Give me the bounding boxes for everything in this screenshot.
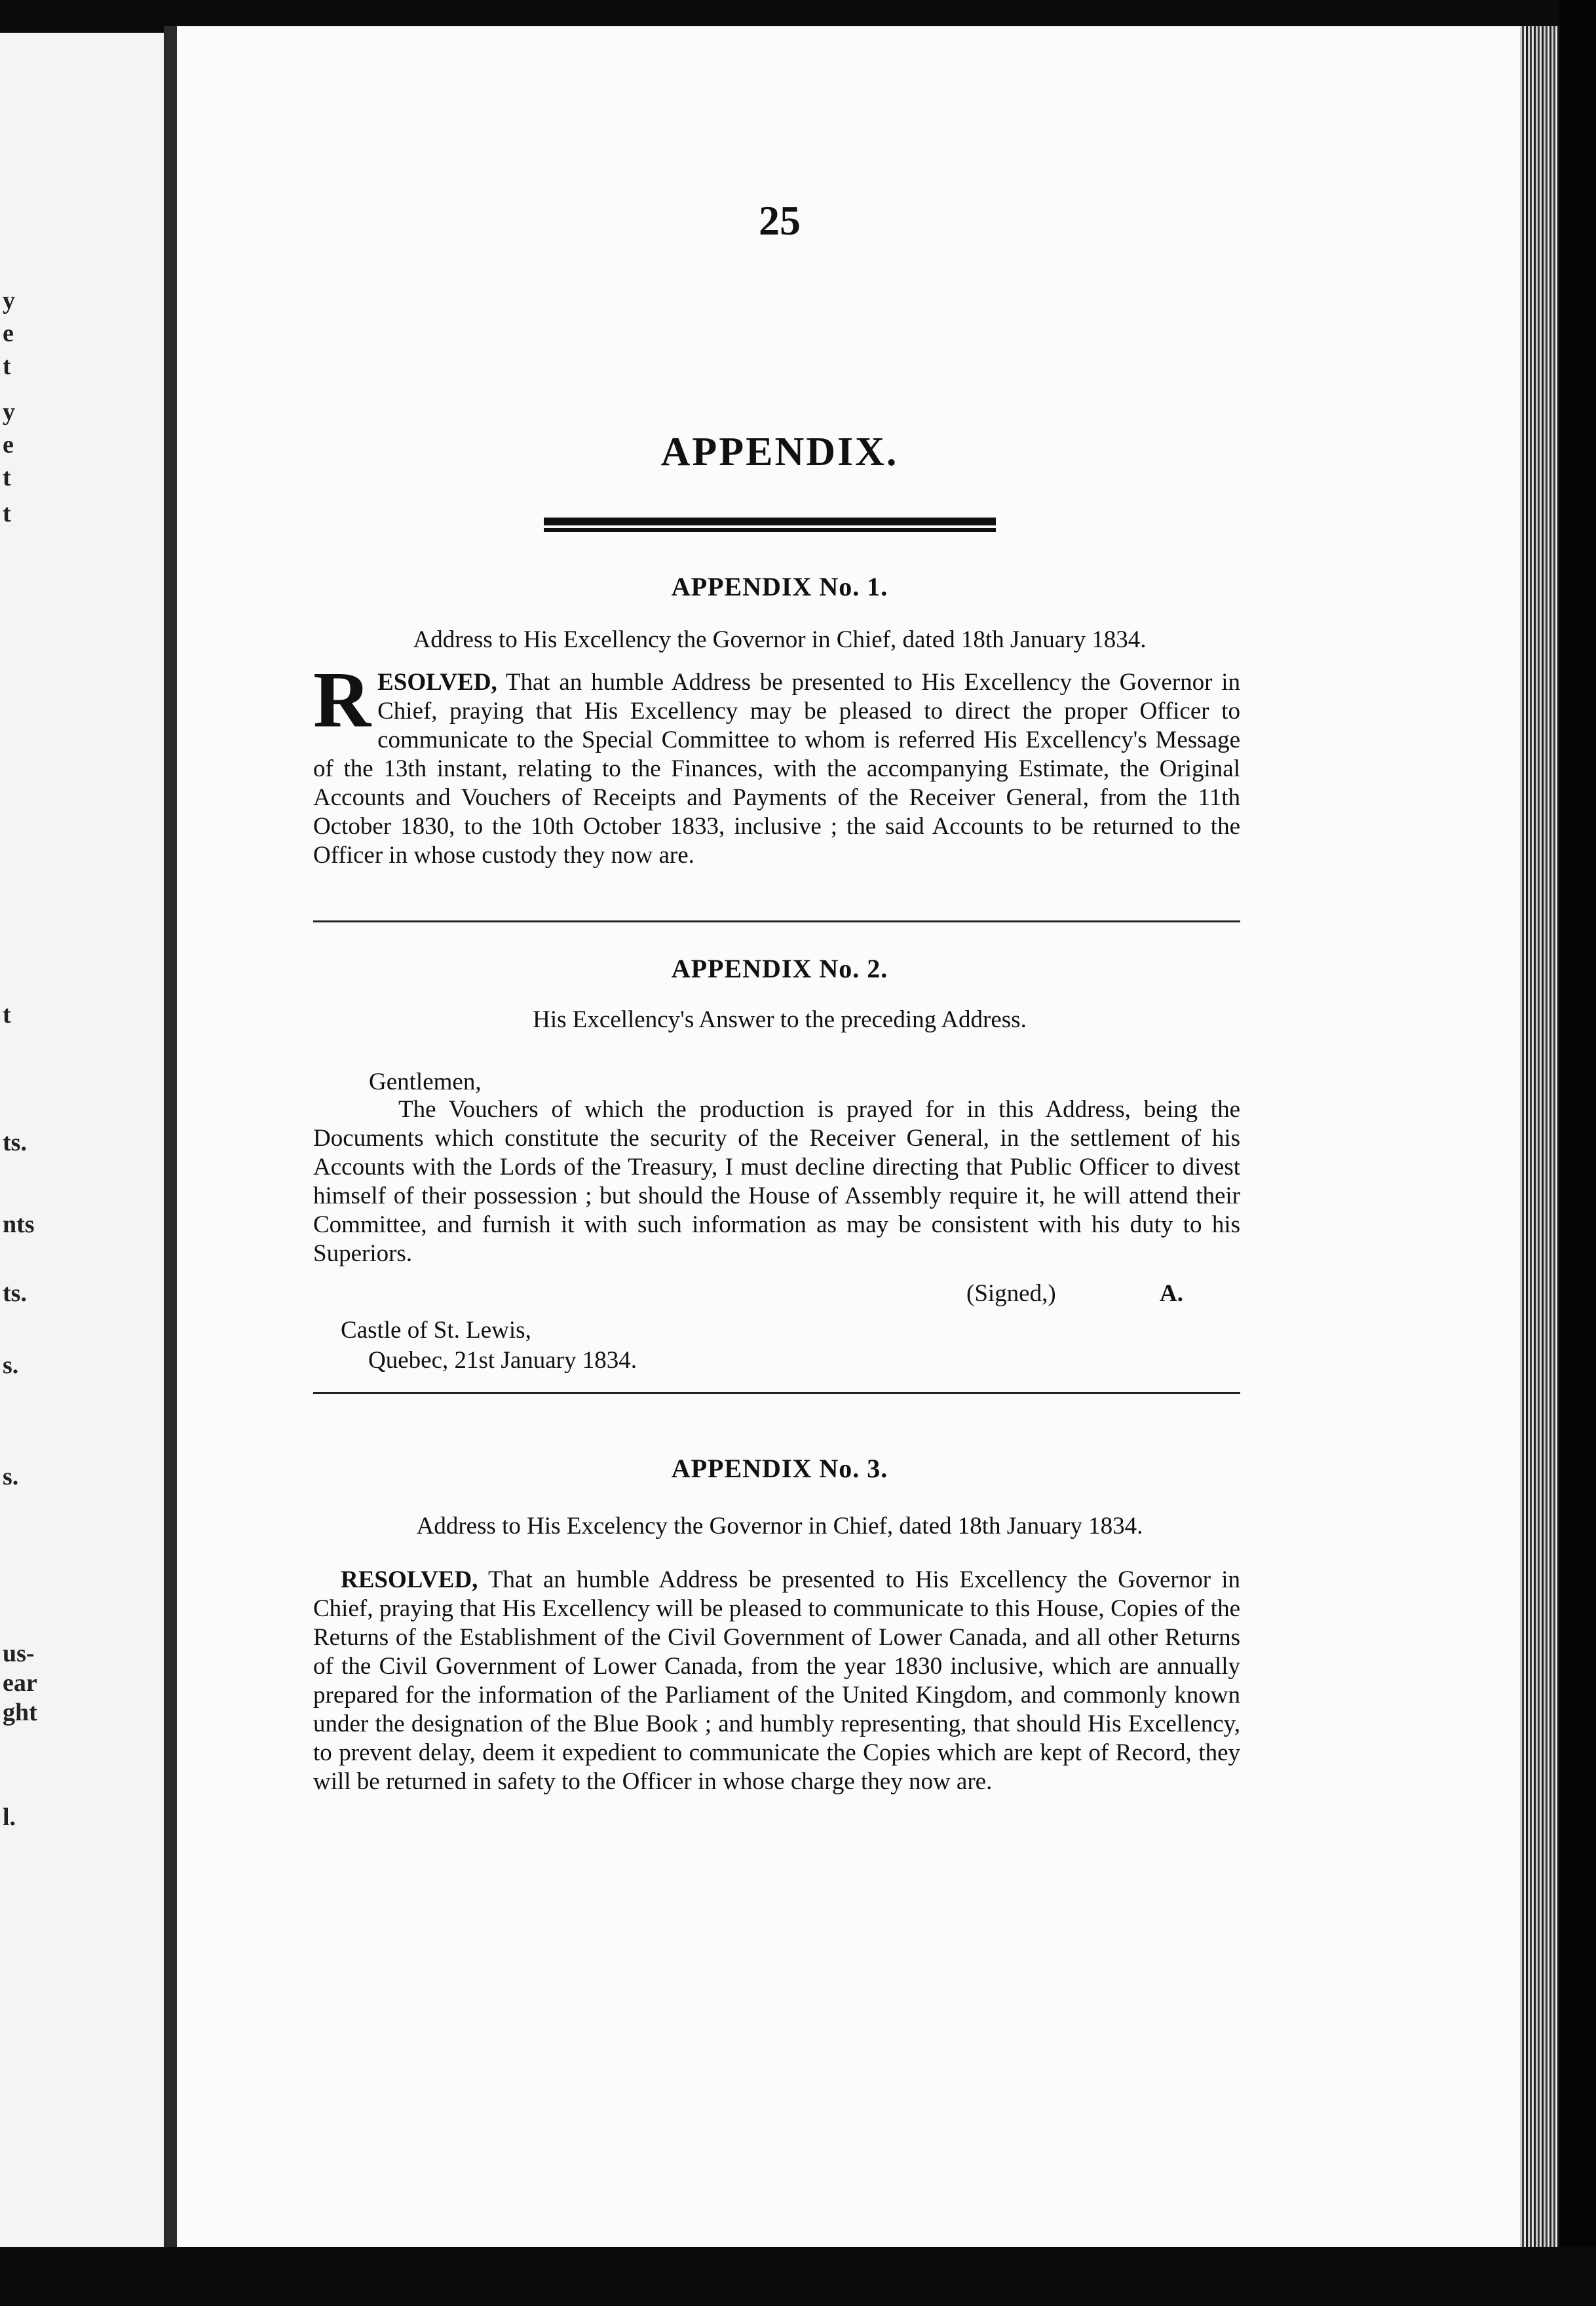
facing-page	[0, 33, 164, 2247]
facing-page-fragment: t	[3, 464, 11, 491]
drop-cap: R	[313, 656, 371, 744]
appendix-3-heading: APPENDIX No. 3.	[671, 1454, 888, 1483]
facing-page-fragment: e	[3, 431, 14, 459]
dateline-place: Castle of St. Lewis,	[341, 1317, 531, 1344]
facing-page-fragment: nts	[3, 1211, 35, 1238]
section-divider	[313, 920, 1240, 922]
appendix-3-subheading: Address to His Excelency the Governor in Chief, dated 18th January 1834.	[416, 1513, 1143, 1540]
appendix-3-body	[313, 1566, 1240, 1796]
appendix-3-text: That an humble Address be presented to His Excellency the Governor in Chief, praying that His Excellency will be pleased to communicate to this House, Copies of the Returns of the Establishment of the Civil Government of Lower Canada, and all other Returns of the Civil Government of Lower Canada, from the year 1830 inclusive, which are annually prepared for the information of the Parliament of the United Kingdom, and commonly known under the designation of the Blue Book ; and humbly representing, that should His Excellency, to prevent delay, deem it expedient to communicate the Copies which are kept of Record, they will be returned in safety to the Officer in whose charge they now are.	[313, 1566, 1240, 1795]
facing-page-fragment: us-	[3, 1640, 35, 1667]
dateline-date: Quebec, 21st January 1834.	[368, 1347, 637, 1374]
facing-page-fragment: ear	[3, 1669, 37, 1697]
dateline	[341, 1315, 637, 1376]
book-gutter	[164, 26, 177, 2254]
facing-page-fragment: y	[3, 398, 15, 426]
facing-page-fragment: t	[3, 1001, 11, 1029]
appendix-1-text: That an humble Address be presented to His Excellency the Governor in Chief, praying that His Excellency may be pleased to direct the proper Officer to communicate to the Special Committee to whom is referred His Excellency's Message of the 13th instant, relating to the Finances, with the accompanying Estimate, the Original Accounts and Vouchers of Receipts and Payments of the Receiver General, from the 11th October 1830, to the 10th October 1833, inclusive ; the said Accounts to be returned to the Officer in whose custody they now are.	[313, 669, 1240, 869]
page-title: APPENDIX.	[660, 430, 899, 474]
appendix-2-heading: APPENDIX No. 2.	[671, 954, 888, 983]
facing-page-fragment: ts.	[3, 1129, 27, 1156]
facing-page-fragment: s.	[3, 1351, 19, 1379]
scan-border-bottom	[0, 2247, 1596, 2306]
facing-page-fragment: t	[3, 352, 11, 380]
facing-page-fragment: e	[3, 320, 14, 347]
title-rule	[544, 518, 996, 528]
signature-initial: A.	[1160, 1280, 1183, 1307]
appendix-1-body	[313, 656, 1240, 870]
appendix-2-salutation: Gentlemen,	[369, 1068, 482, 1095]
facing-page-fragment: ght	[3, 1699, 37, 1726]
appendix-1-heading: APPENDIX No. 1.	[671, 572, 888, 601]
page-number: 25	[759, 197, 801, 244]
facing-page-fragment: ts.	[3, 1279, 27, 1307]
appendix-2-text: The Vouchers of which the production is prayed for in this Address, being the Documents which constitute the security of the Receiver General, in the settlement of his Accounts with the Lords of the Treasury, I must decline directing that Public Officer to divest himself of their possession ; but should the House of Assembly require it, he will attend their Committee, and furnish it with such information as may be consistent with his duty to his Superiors.	[313, 1096, 1240, 1267]
appendix-2-subheading: His Excellency's Answer to the preceding Address.	[533, 1006, 1027, 1033]
signature-label: (Signed,)	[966, 1280, 1056, 1307]
facing-page-fragment: y	[3, 287, 15, 314]
facing-page-fragment: l.	[3, 1804, 16, 1831]
page-edges	[1520, 26, 1559, 2254]
scan-border-right	[1559, 0, 1596, 2306]
appendix-3-lead: RESOLVED,	[341, 1566, 478, 1593]
facing-page-fragment: s.	[3, 1463, 19, 1490]
appendix-1-lead: ESOLVED,	[377, 669, 497, 696]
section-divider	[313, 1392, 1240, 1394]
facing-page-fragment: t	[3, 500, 11, 527]
appendix-1-subheading: Address to His Excellency the Governor in Chief, dated 18th January 1834.	[413, 626, 1147, 653]
